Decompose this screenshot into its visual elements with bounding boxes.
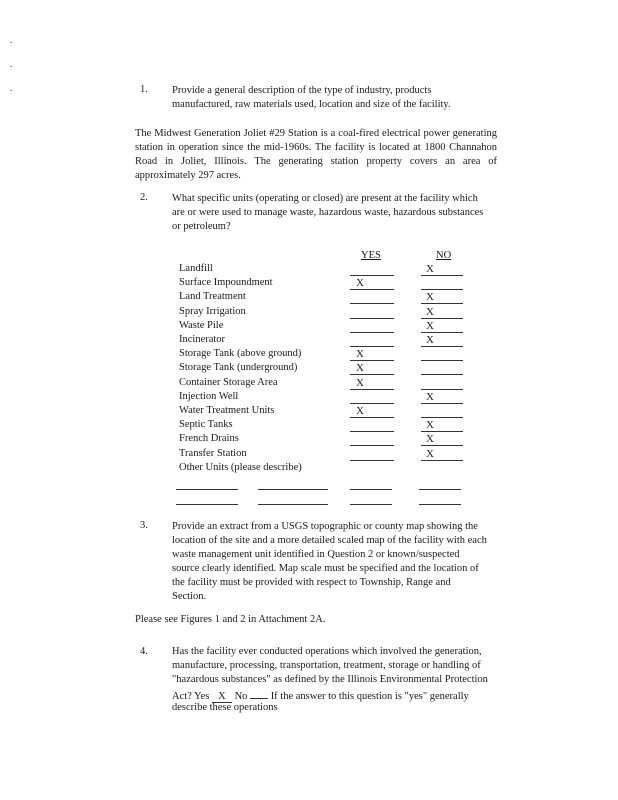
margin-speck bbox=[10, 66, 12, 67]
unit-label: Incinerator bbox=[179, 334, 226, 345]
other-unit-line bbox=[176, 504, 238, 505]
other-unit-line bbox=[258, 504, 328, 505]
other-unit-yes-blank bbox=[350, 504, 392, 505]
no-mark: X bbox=[426, 306, 434, 318]
no-mark: X bbox=[426, 291, 434, 303]
yes-answer-blank bbox=[350, 445, 394, 446]
question-4-line-1: Has the facility ever conducted operations which involved the generation, bbox=[172, 646, 482, 657]
unit-label: Landfill bbox=[179, 263, 213, 274]
question-4-number: 4. bbox=[140, 646, 148, 657]
question-4-line-3: "hazardous substances" as defined by the Illinois Environmental Protection bbox=[172, 674, 488, 685]
no-column-header: NO bbox=[436, 250, 452, 261]
question-2-text: What specific units (operating or closed) are present at the facility which are or were used to manage waste, hazardous waste, hazardous substances or petroleum? bbox=[172, 193, 484, 232]
question-4-no-blank bbox=[250, 688, 268, 699]
margin-speck bbox=[10, 42, 12, 43]
unit-label: Other Units (please describe) bbox=[179, 462, 302, 473]
yes-mark: X bbox=[356, 377, 364, 389]
no-mark: X bbox=[426, 433, 434, 445]
unit-label: Storage Tank (underground) bbox=[179, 362, 298, 373]
answer-3-text: Please see Figures 1 and 2 in Attachment 2A. bbox=[135, 614, 326, 625]
other-unit-no-blank bbox=[419, 504, 461, 505]
question-4-line-5: describe these operations bbox=[172, 702, 278, 713]
unit-label: Spray Irrigation bbox=[179, 306, 246, 317]
no-answer-blank bbox=[421, 360, 463, 361]
other-unit-line bbox=[176, 489, 238, 490]
yes-answer-blank bbox=[350, 303, 394, 304]
no-mark: X bbox=[426, 334, 434, 346]
question-4-line-4 bbox=[172, 688, 469, 703]
no-mark: X bbox=[426, 263, 434, 275]
unit-label: Transfer Station bbox=[179, 448, 247, 459]
unit-label: Container Storage Area bbox=[179, 377, 278, 388]
unit-label: Surface Impoundment bbox=[179, 277, 273, 288]
unit-label: Water Treatment Units bbox=[179, 405, 275, 416]
yes-answer-blank bbox=[350, 318, 394, 319]
unit-label: Waste Pile bbox=[179, 320, 224, 331]
no-mark: X bbox=[426, 391, 434, 403]
other-unit-yes-blank bbox=[350, 489, 392, 490]
yes-answer-blank bbox=[350, 332, 394, 333]
no-mark: X bbox=[426, 320, 434, 332]
no-answer-blank bbox=[421, 374, 463, 375]
yes-answer-blank bbox=[350, 431, 394, 432]
answer-1-paragraph: The Midwest Generation Joliet #29 Station is a coal-fired electrical power generating station in operation since the mid-1960s. The facility is located at 1800 Channahon Road in Joliet, Illinois. The generating station property covers an area of approximately 297 acres. bbox=[135, 128, 497, 181]
unit-label: French Drains bbox=[179, 433, 239, 444]
no-mark: X bbox=[426, 448, 434, 460]
unit-label: Land Treatment bbox=[179, 291, 246, 302]
yes-mark: X bbox=[356, 405, 364, 417]
question-3-number: 3. bbox=[140, 520, 148, 531]
yes-column-header: YES bbox=[361, 250, 381, 261]
unit-label: Injection Well bbox=[179, 391, 239, 402]
question-4-followup: If the answer to this question is "yes" generally bbox=[268, 691, 469, 702]
yes-mark: X bbox=[356, 362, 364, 374]
yes-answer-blank bbox=[350, 460, 394, 461]
question-4-act-prefix: Act? Yes bbox=[172, 691, 212, 702]
question-3-text: Provide an extract from a USGS topographic or county map showing the location of the site and a more detailed scaled map of the facility with each waste management unit identified in Question 2 or known/suspected source clearly identified. Map scale must be specified and the location of the facility must be provided with respect to Township, Range and Section. bbox=[172, 521, 487, 602]
question-4-no-label: No bbox=[231, 691, 251, 702]
unit-label: Storage Tank (above ground) bbox=[179, 348, 302, 359]
yes-mark: X bbox=[356, 277, 364, 289]
yes-mark: X bbox=[356, 348, 364, 360]
question-4-yes-answer: X bbox=[212, 691, 232, 703]
question-1-number: 1. bbox=[140, 84, 148, 95]
question-4-line-2: manufacture, processing, transportation, treatment, storage or handling of bbox=[172, 660, 481, 671]
question-2-number: 2. bbox=[140, 192, 148, 203]
no-mark: X bbox=[426, 419, 434, 431]
margin-speck bbox=[10, 90, 12, 91]
other-unit-no-blank bbox=[419, 489, 461, 490]
unit-label: Septic Tanks bbox=[179, 419, 233, 430]
question-1-text: Provide a general description of the type of industry, products manufactured, raw materials used, location and size of the facility. bbox=[172, 85, 451, 110]
other-unit-line bbox=[258, 489, 328, 490]
